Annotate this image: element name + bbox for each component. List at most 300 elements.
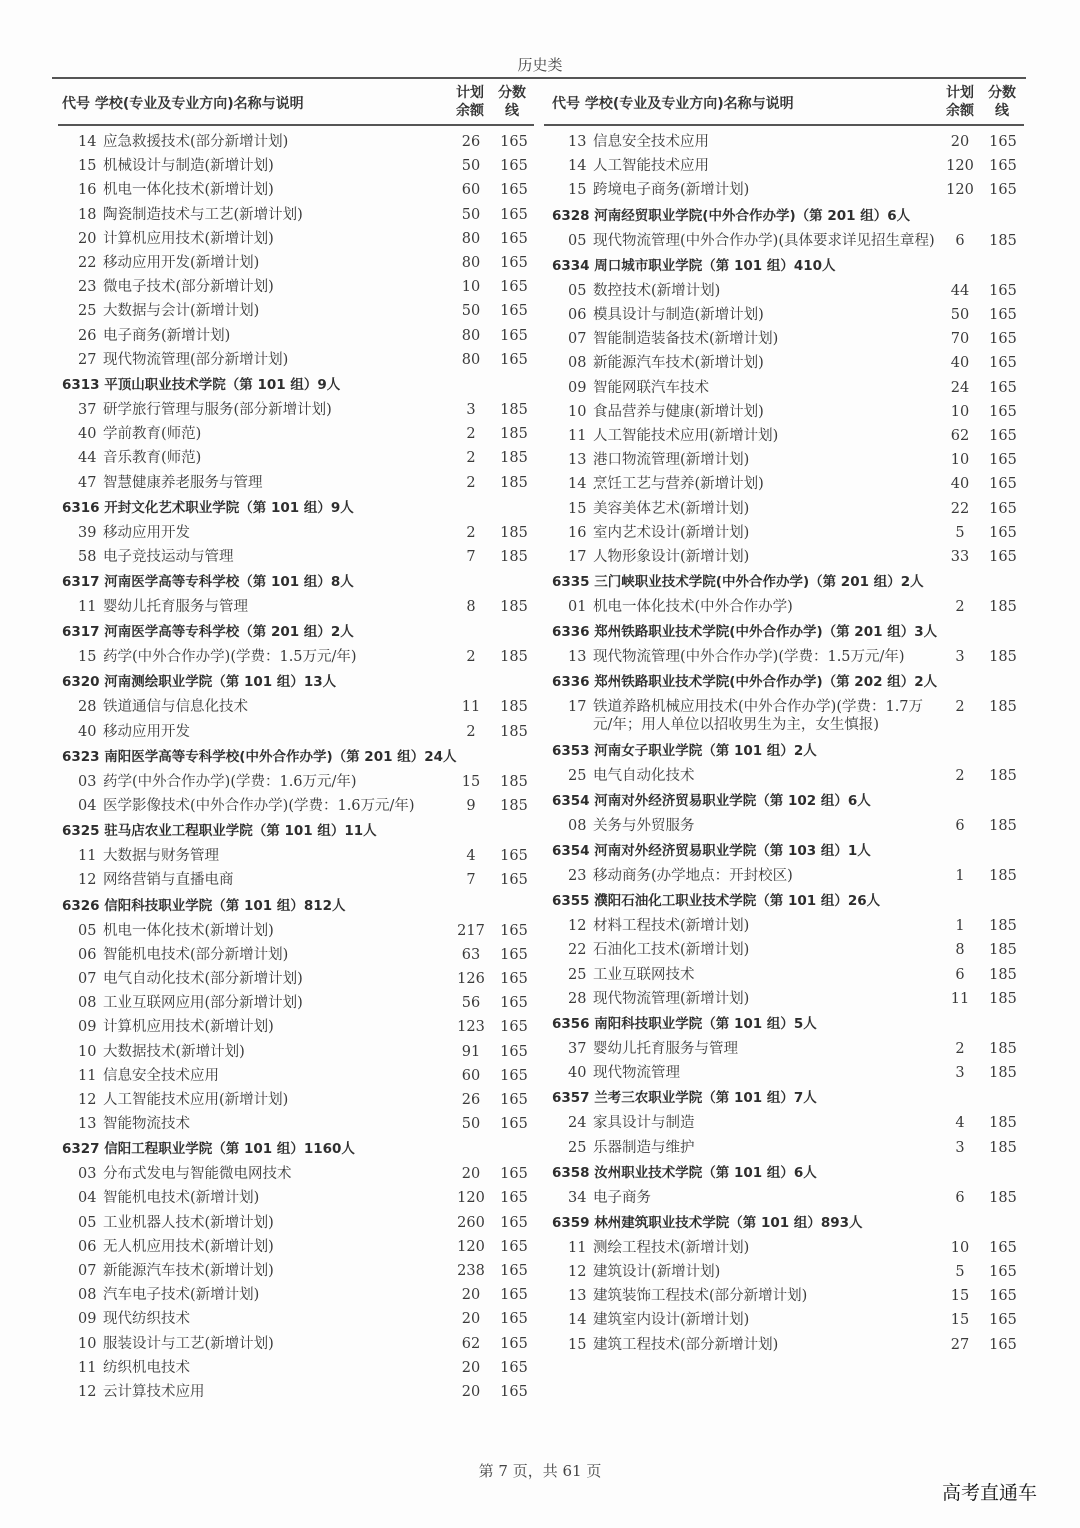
brand-watermark: 高考直通车	[942, 1482, 1038, 1504]
plan-remaining: 20	[950, 134, 970, 151]
plan-remaining: 5	[955, 524, 965, 541]
plan-remaining: 9	[466, 798, 476, 815]
major-name: 智能机电技术(部分新增计划)	[103, 946, 289, 963]
score-line: 165	[989, 331, 1017, 348]
score-line: 165	[989, 1312, 1017, 1329]
major-row	[54, 1088, 534, 1112]
score-line: 165	[500, 279, 528, 296]
major-code: 11	[78, 599, 97, 616]
school-group-header: 6354 河南对外经济贸易职业学院（第 103 组）1人	[552, 842, 871, 859]
plan-remaining: 10	[950, 403, 970, 420]
plan-remaining: 6	[955, 1189, 965, 1206]
major-code: 13	[568, 1288, 587, 1305]
major-row	[544, 1135, 1029, 1159]
major-name: 电子竞技运动与管理	[103, 548, 234, 565]
major-name: 人工智能技术应用(新增计划)	[593, 427, 779, 444]
score-line: 185	[500, 401, 528, 418]
plan-remaining: 60	[461, 182, 481, 199]
major-code: 39	[78, 524, 97, 541]
major-code: 14	[568, 158, 587, 175]
major-row	[544, 595, 1029, 619]
major-row	[544, 496, 1029, 520]
major-row	[544, 178, 1029, 202]
plan-remaining: 120	[946, 158, 974, 175]
major-name: 材料工程技术(新增计划)	[593, 918, 750, 935]
right-column-table	[544, 130, 1029, 1357]
score-line: 165	[989, 1239, 1017, 1256]
major-code: 34	[568, 1189, 587, 1206]
plan-remaining: 26	[461, 134, 481, 151]
major-name: 药学(中外合作办学)(学费：1.5万元/年)	[103, 649, 357, 666]
page-title: 历史类	[517, 56, 563, 74]
plan-remaining: 3	[955, 1065, 965, 1082]
school-group-header: 6317 河南医学高等专科学校（第 101 组）8人	[62, 574, 354, 590]
major-code: 27	[78, 351, 97, 368]
score-line: 165	[500, 1019, 528, 1036]
score-line: 165	[989, 403, 1017, 420]
major-name: 婴幼儿托育服务与管理	[103, 599, 248, 616]
major-code: 15	[78, 649, 97, 666]
major-name: 汽车电子技术(新增计划)	[103, 1287, 260, 1304]
school-group-header: 6320 河南测绘职业学院（第 101 组）13人	[62, 674, 337, 691]
major-row	[544, 303, 1029, 327]
major-row	[544, 351, 1029, 375]
score-line: 185	[989, 918, 1017, 935]
major-code: 58	[78, 548, 97, 565]
major-code: 05	[78, 922, 97, 939]
major-code: 09	[78, 1019, 97, 1036]
major-row	[54, 1064, 534, 1088]
score-line: 185	[989, 1065, 1017, 1082]
school-group-header: 6353 河南女子职业学院（第 101 组）2人	[552, 742, 817, 759]
major-code: 11	[78, 848, 97, 865]
major-name: 婴幼儿托育服务与管理	[593, 1040, 738, 1057]
major-name: 移动应用开发	[103, 723, 190, 740]
major-code: 40	[78, 426, 97, 443]
major-name: 家具设计与制造	[593, 1115, 695, 1132]
score-line: 165	[500, 1166, 528, 1183]
major-row	[544, 229, 1029, 253]
school-group-header: 6316 开封文化艺术职业学院（第 101 组）9人	[62, 499, 354, 516]
plan-remaining: 8	[466, 599, 476, 616]
major-name: 大数据技术(新增计划)	[103, 1043, 245, 1060]
major-row	[544, 695, 1029, 737]
major-code: 07	[78, 1263, 97, 1280]
major-code: 13	[78, 1116, 97, 1133]
major-name: 移动商务(办学地点：开封校区)	[593, 868, 793, 885]
major-row	[544, 645, 1029, 669]
score-line: 165	[500, 158, 528, 175]
major-code: 15	[568, 182, 587, 199]
major-code: 13	[568, 134, 587, 151]
major-code: 37	[568, 1040, 587, 1057]
score-line: 185	[500, 426, 528, 443]
major-name: 现代物流管理(中外合作办学)(具体要求详见招生章程)	[593, 232, 935, 249]
score-line: 185	[500, 450, 528, 467]
major-code: 13	[568, 452, 587, 469]
school-group-header: 6326 信阳科技职业学院（第 101 组）812人	[62, 897, 346, 914]
score-line: 165	[500, 1043, 528, 1060]
major-row	[54, 1186, 534, 1210]
school-group-header: 6355 濮阳石油化工职业技术学院（第 101 组）26人	[552, 893, 881, 910]
plan-remaining: 10	[461, 279, 481, 296]
major-code: 23	[78, 279, 97, 296]
major-row	[544, 545, 1029, 569]
score-line: 185	[989, 1040, 1017, 1057]
major-row	[54, 130, 534, 154]
plan-remaining: 7	[466, 548, 476, 565]
score-line: 185	[500, 548, 528, 565]
score-line: 165	[989, 158, 1017, 175]
major-code: 10	[78, 1043, 97, 1060]
plan-remaining: 15	[950, 1312, 970, 1329]
major-row	[54, 299, 534, 323]
score-line: 185	[989, 990, 1017, 1007]
major-code: 14	[568, 1312, 587, 1329]
major-name: 乐器制造与维护	[593, 1139, 695, 1156]
plan-remaining: 2	[955, 767, 965, 784]
score-line: 165	[500, 327, 528, 344]
major-name: 移动应用开发(新增计划)	[103, 255, 260, 272]
major-code: 05	[568, 232, 587, 249]
major-name: 学前教育(师范)	[103, 426, 202, 443]
major-name: 铁道养路机械应用技术(中外合作办学)(学费：1.7万元/年；用人单位以招收男生为主，女生慎报)	[593, 699, 924, 734]
score-line: 185	[989, 1115, 1017, 1132]
major-code: 09	[568, 379, 587, 396]
major-name: 智能物流技术	[103, 1116, 190, 1133]
score-line: 185	[989, 767, 1017, 784]
major-row	[544, 987, 1029, 1011]
score-line: 165	[500, 1214, 528, 1231]
major-code: 12	[78, 872, 97, 889]
major-code: 06	[78, 946, 97, 963]
score-line: 185	[500, 649, 528, 666]
major-name: 微电子技术(部分新增计划)	[103, 279, 274, 296]
score-line: 185	[500, 524, 528, 541]
major-code: 37	[78, 401, 97, 418]
major-name: 建筑装饰工程技术(部分新增计划)	[593, 1288, 808, 1305]
plan-remaining: 2	[955, 599, 965, 616]
score-line: 185	[989, 1189, 1017, 1206]
school-group-header: 6323 南阳医学高等专科学校(中外合作办学)（第 201 组）24人	[62, 748, 457, 765]
major-code: 25	[568, 966, 587, 983]
major-code: 22	[568, 942, 587, 959]
plan-remaining: 50	[461, 1116, 481, 1133]
major-name: 石油化工技术(新增计划)	[593, 942, 750, 959]
major-name: 移动应用开发	[103, 524, 190, 541]
plan-remaining: 4	[466, 848, 476, 865]
score-line: 185	[500, 699, 528, 716]
plan-remaining: 238	[457, 1263, 485, 1280]
major-code: 14	[78, 134, 97, 151]
major-code: 11	[78, 1359, 97, 1376]
plan-remaining: 22	[950, 500, 970, 517]
header-score-col: 分数 线	[988, 85, 1016, 119]
school-group-header: 6334 周口城市职业学院（第 101 组）410人	[552, 257, 836, 274]
plan-remaining: 3	[466, 401, 476, 418]
major-name: 机电一体化技术(新增计划)	[103, 182, 274, 199]
major-row	[544, 1260, 1029, 1284]
major-row	[54, 645, 534, 669]
major-row	[544, 1061, 1029, 1085]
plan-remaining: 20	[461, 1287, 481, 1304]
major-row	[54, 695, 534, 719]
score-line: 185	[500, 599, 528, 616]
major-code: 04	[78, 1190, 97, 1207]
major-row	[544, 864, 1029, 888]
score-line: 165	[500, 848, 528, 865]
plan-remaining: 2	[955, 699, 965, 716]
score-line: 185	[989, 1139, 1017, 1156]
major-name: 大数据与财务管理	[103, 848, 219, 865]
major-row	[544, 914, 1029, 938]
major-code: 16	[568, 524, 587, 541]
major-name: 研学旅行管理与服务(部分新增计划)	[103, 401, 332, 418]
major-code: 10	[78, 1335, 97, 1352]
plan-remaining: 50	[461, 303, 481, 320]
header-rule-right	[544, 124, 1024, 126]
major-row	[544, 448, 1029, 472]
plan-remaining: 260	[457, 1214, 485, 1231]
plan-remaining: 80	[461, 255, 481, 272]
major-row	[544, 376, 1029, 400]
major-code: 25	[568, 767, 587, 784]
major-row	[54, 1259, 534, 1283]
major-row	[54, 844, 534, 868]
score-line: 165	[500, 1091, 528, 1108]
plan-remaining: 50	[461, 206, 481, 223]
major-name: 智慧健康养老服务与管理	[103, 474, 263, 491]
school-group-header: 6358 汝州职业技术学院（第 101 组）6人	[552, 1164, 817, 1181]
plan-remaining: 62	[461, 1335, 481, 1352]
major-row	[54, 1356, 534, 1380]
major-code: 01	[568, 599, 587, 616]
major-row	[54, 154, 534, 178]
score-line: 165	[500, 230, 528, 247]
major-name: 室内艺术设计(新增计划)	[593, 524, 750, 541]
major-name: 智能机电技术(新增计划)	[103, 1190, 260, 1207]
plan-remaining: 120	[457, 1190, 485, 1207]
plan-remaining: 27	[950, 1336, 970, 1353]
major-code: 11	[78, 1067, 97, 1084]
plan-remaining: 5	[955, 1264, 965, 1281]
major-row	[54, 1211, 534, 1235]
major-name: 工业互联网技术	[593, 966, 695, 983]
score-line: 165	[500, 1116, 528, 1133]
major-row	[544, 521, 1029, 545]
score-line: 165	[500, 1311, 528, 1328]
major-row	[544, 279, 1029, 303]
major-name: 港口物流管理(新增计划)	[593, 452, 750, 469]
plan-remaining: 10	[950, 452, 970, 469]
major-code: 26	[78, 327, 97, 344]
score-line: 165	[500, 1190, 528, 1207]
major-row	[54, 324, 534, 348]
plan-remaining: 2	[466, 450, 476, 467]
major-name: 信息安全技术应用	[103, 1067, 219, 1084]
school-group-header: 6356 南阳科技职业学院（第 101 组）5人	[552, 1015, 817, 1032]
major-code: 05	[568, 282, 587, 299]
plan-remaining: 40	[950, 355, 970, 372]
major-row	[544, 1333, 1029, 1357]
major-code: 23	[568, 868, 587, 885]
plan-remaining: 8	[955, 942, 965, 959]
major-code: 13	[568, 649, 587, 666]
plan-remaining: 62	[950, 427, 970, 444]
major-code: 11	[568, 1239, 587, 1256]
major-name: 现代物流管理	[593, 1065, 680, 1082]
score-line: 165	[500, 995, 528, 1012]
major-name: 无人机应用技术(新增计划)	[103, 1238, 274, 1255]
major-name: 电子商务	[593, 1189, 651, 1206]
major-name: 模具设计与制造(新增计划)	[593, 307, 764, 324]
plan-remaining: 10	[950, 1239, 970, 1256]
plan-remaining: 26	[461, 1091, 481, 1108]
score-line: 165	[989, 452, 1017, 469]
score-line: 185	[989, 868, 1017, 885]
header-name-col: 代号 学校(专业及专业方向)名称与说明	[552, 96, 794, 112]
major-code: 04	[78, 798, 97, 815]
major-row	[54, 348, 534, 372]
major-name: 烹饪工艺与营养(新增计划)	[593, 476, 764, 493]
major-name: 网络营销与直播电商	[103, 872, 234, 889]
major-row	[54, 203, 534, 227]
major-row	[54, 919, 534, 943]
major-code: 06	[78, 1238, 97, 1255]
score-line: 185	[989, 649, 1017, 666]
major-row	[54, 521, 534, 545]
major-row	[544, 154, 1029, 178]
score-line: 185	[500, 474, 528, 491]
major-name: 计算机应用技术(新增计划)	[103, 1019, 274, 1036]
major-code: 08	[78, 1287, 97, 1304]
major-row	[544, 472, 1029, 496]
major-code: 12	[78, 1091, 97, 1108]
major-row	[544, 1284, 1029, 1308]
plan-remaining: 2	[466, 723, 476, 740]
score-line: 165	[989, 427, 1017, 444]
major-code: 05	[78, 1214, 97, 1231]
score-line: 165	[500, 182, 528, 199]
major-row	[544, 1308, 1029, 1332]
major-name: 医学影像技术(中外合作办学)(学费：1.6万元/年)	[103, 798, 415, 815]
plan-remaining: 60	[461, 1067, 481, 1084]
school-group-header: 6317 河南医学高等专科学校（第 201 组）2人	[62, 624, 354, 641]
plan-remaining: 6	[955, 232, 965, 249]
plan-remaining: 20	[461, 1359, 481, 1376]
major-row	[54, 545, 534, 569]
major-code: 06	[568, 307, 587, 324]
page-number: 第 7 页，共 61 页	[478, 1462, 602, 1480]
major-name: 工业互联网应用(部分新增计划)	[103, 995, 303, 1012]
score-line: 165	[989, 282, 1017, 299]
major-row	[54, 943, 534, 967]
major-code: 22	[78, 255, 97, 272]
plan-remaining: 120	[457, 1238, 485, 1255]
plan-remaining: 44	[950, 282, 970, 299]
plan-remaining: 11	[461, 699, 481, 716]
major-name: 数控技术(新增计划)	[593, 282, 721, 299]
plan-remaining: 7	[466, 872, 476, 889]
major-name: 云计算技术应用	[103, 1383, 205, 1400]
major-row	[54, 1235, 534, 1259]
plan-remaining: 2	[955, 1040, 965, 1057]
score-line: 185	[989, 699, 1017, 716]
major-name: 测绘工程技术(新增计划)	[593, 1239, 750, 1256]
plan-remaining: 2	[466, 474, 476, 491]
major-row	[544, 963, 1029, 987]
plan-remaining: 70	[950, 331, 970, 348]
major-row	[544, 814, 1029, 838]
school-group-header: 6336 郑州铁路职业技术学院(中外合作办学)（第 201 组）3人	[552, 624, 938, 641]
major-code: 03	[78, 773, 97, 790]
major-name: 工业机器人技术(新增计划)	[103, 1214, 274, 1231]
plan-remaining: 80	[461, 327, 481, 344]
column-header-right	[552, 82, 1022, 124]
major-row	[544, 130, 1029, 154]
major-row	[54, 1112, 534, 1136]
major-code: 09	[78, 1311, 97, 1328]
plan-remaining: 123	[457, 1019, 485, 1036]
major-name: 陶瓷制造技术与工艺(新增计划)	[103, 206, 303, 223]
major-row	[544, 1111, 1029, 1135]
plan-remaining: 91	[461, 1043, 481, 1060]
major-code: 08	[568, 355, 587, 372]
plan-remaining: 40	[950, 476, 970, 493]
major-code: 11	[568, 427, 587, 444]
major-name: 机电一体化技术(中外合作办学)	[593, 599, 793, 616]
major-code: 08	[568, 817, 587, 834]
plan-remaining: 217	[457, 922, 485, 939]
school-group-header: 6336 郑州铁路职业技术学院(中外合作办学)（第 202 组）2人	[552, 674, 938, 691]
major-row	[544, 1037, 1029, 1061]
score-line: 165	[989, 476, 1017, 493]
major-row	[54, 398, 534, 422]
plan-remaining: 2	[466, 649, 476, 666]
major-name: 大数据与会计(新增计划)	[103, 303, 260, 320]
major-name: 人工智能技术应用(新增计划)	[103, 1091, 289, 1108]
major-name: 信息安全技术应用	[593, 134, 709, 151]
major-row	[54, 967, 534, 991]
top-rule	[52, 77, 1026, 79]
major-name: 智能网联汽车技术	[593, 379, 709, 396]
score-line: 185	[989, 817, 1017, 834]
school-group-header: 6313 平顶山职业技术学院（第 101 组）9人	[62, 376, 341, 393]
score-line: 165	[500, 1287, 528, 1304]
school-group-header: 6328 河南经贸职业学院(中外合作办学)（第 201 组）6人	[552, 207, 911, 224]
header-name-col: 代号 学校(专业及专业方向)名称与说明	[62, 96, 304, 112]
plan-remaining: 126	[457, 970, 485, 987]
score-line: 165	[500, 1067, 528, 1084]
major-row	[54, 1162, 534, 1186]
major-code: 10	[568, 403, 587, 420]
score-line: 185	[989, 942, 1017, 959]
major-name: 建筑设计(新增计划)	[593, 1264, 721, 1281]
major-row	[54, 446, 534, 470]
score-line: 165	[500, 1359, 528, 1376]
major-row	[54, 178, 534, 202]
score-line: 165	[500, 1263, 528, 1280]
plan-remaining: 1	[955, 918, 965, 935]
major-code: 20	[78, 230, 97, 247]
score-line: 165	[989, 379, 1017, 396]
major-code: 15	[568, 500, 587, 517]
score-line: 165	[989, 134, 1017, 151]
major-name: 现代物流管理(新增计划)	[593, 990, 750, 1007]
plan-remaining: 80	[461, 351, 481, 368]
score-line: 165	[500, 1383, 528, 1400]
score-line: 185	[989, 599, 1017, 616]
